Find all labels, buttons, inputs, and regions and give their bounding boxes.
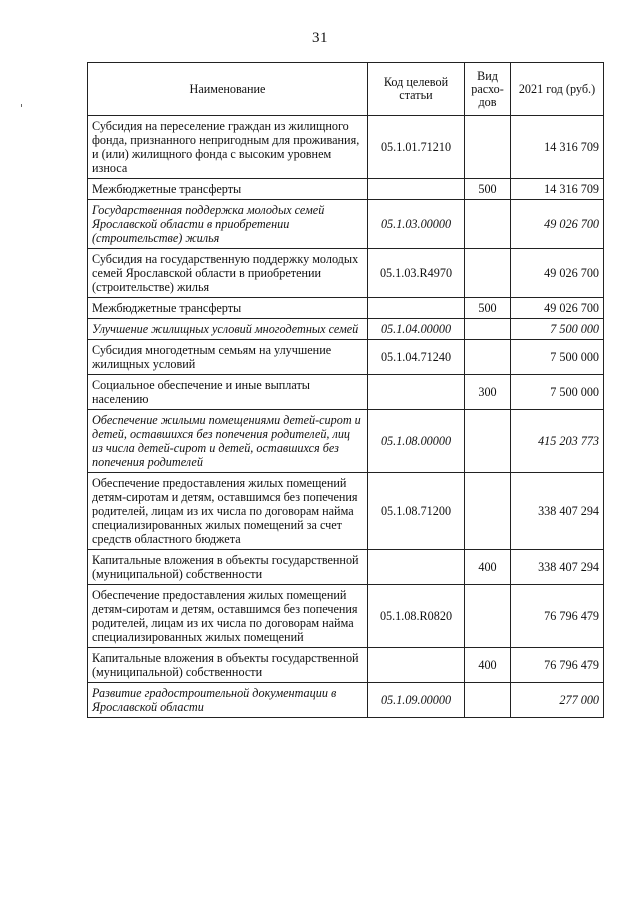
table-row xyxy=(88,375,604,410)
row-name-cell: Капитальные вложения в объекты государственной (муниципальной) собственности xyxy=(88,550,368,585)
row-name-cell: Государственная поддержка молодых семей Ярославской области в приобретении (строительстве) жилья xyxy=(88,200,368,249)
row-type-cell xyxy=(465,473,511,550)
row-code-cell: 05.1.09.00000 xyxy=(368,683,465,718)
row-code-cell: 05.1.03.R4970 xyxy=(368,249,465,298)
table-row xyxy=(88,340,604,375)
row-code-cell: 05.1.04.71240 xyxy=(368,340,465,375)
row-type-cell: 400 xyxy=(465,550,511,585)
row-code-cell xyxy=(368,298,465,319)
row-amount-cell: 49 026 700 xyxy=(511,200,604,249)
row-type-cell xyxy=(465,585,511,648)
row-name-cell: Субсидия на государственную поддержку молодых семей Ярославской области в приобретении (строительстве) жилья xyxy=(88,249,368,298)
row-type-cell xyxy=(465,249,511,298)
row-amount-cell: 14 316 709 xyxy=(511,179,604,200)
row-amount-cell: 49 026 700 xyxy=(511,298,604,319)
row-type-cell xyxy=(465,116,511,179)
table-row xyxy=(88,116,604,179)
header-amount: 2021 год (руб.) xyxy=(511,63,604,116)
row-type-cell xyxy=(465,683,511,718)
row-amount-cell: 7 500 000 xyxy=(511,319,604,340)
table-row xyxy=(88,683,604,718)
row-type-cell xyxy=(465,340,511,375)
row-type-cell: 500 xyxy=(465,298,511,319)
table-row xyxy=(88,179,604,200)
row-type-cell xyxy=(465,410,511,473)
table-row xyxy=(88,319,604,340)
row-code-cell: 05.1.03.00000 xyxy=(368,200,465,249)
row-code-cell xyxy=(368,550,465,585)
row-amount-cell: 7 500 000 xyxy=(511,340,604,375)
table-row xyxy=(88,473,604,550)
header-code: Код целевой статьи xyxy=(368,63,465,116)
row-name-cell: Улучшение жилищных условий многодетных семей xyxy=(88,319,368,340)
row-type-cell xyxy=(465,319,511,340)
row-code-cell: 05.1.01.71210 xyxy=(368,116,465,179)
row-amount-cell: 76 796 479 xyxy=(511,648,604,683)
row-code-cell xyxy=(368,375,465,410)
row-name-cell: Развитие градостроительной документации в Ярославской области xyxy=(88,683,368,718)
row-type-cell xyxy=(465,200,511,249)
header-type: Вид расхо-дов xyxy=(465,63,511,116)
row-name-cell: Межбюджетные трансферты xyxy=(88,298,368,319)
row-name-cell: Обеспечение предоставления жилых помещений детям-сиротам и детям, оставшимся без попечения родителей, лицам из их числа по договорам найма специализированных жилых помещений за счет средств областного бюджета xyxy=(88,473,368,550)
row-code-cell: 05.1.08.71200 xyxy=(368,473,465,550)
table-body xyxy=(88,116,604,718)
table-row xyxy=(88,648,604,683)
row-code-cell xyxy=(368,648,465,683)
row-amount-cell: 415 203 773 xyxy=(511,410,604,473)
row-amount-cell: 338 407 294 xyxy=(511,550,604,585)
row-amount-cell: 277 000 xyxy=(511,683,604,718)
row-amount-cell: 7 500 000 xyxy=(511,375,604,410)
row-type-cell: 300 xyxy=(465,375,511,410)
table-header-row xyxy=(88,63,604,116)
table-row xyxy=(88,200,604,249)
row-type-cell: 400 xyxy=(465,648,511,683)
row-type-cell: 500 xyxy=(465,179,511,200)
row-amount-cell: 76 796 479 xyxy=(511,585,604,648)
table-row xyxy=(88,298,604,319)
row-code-cell: 05.1.08.R0820 xyxy=(368,585,465,648)
row-name-cell: Субсидия на переселение граждан из жилищного фонда, признанного непригодным для проживания, и (или) жилищного фонда с высоким уровнем износа xyxy=(88,116,368,179)
header-name: Наименование xyxy=(88,63,368,116)
row-code-cell: 05.1.08.00000 xyxy=(368,410,465,473)
row-code-cell: 05.1.04.00000 xyxy=(368,319,465,340)
row-code-cell xyxy=(368,179,465,200)
row-amount-cell: 14 316 709 xyxy=(511,116,604,179)
table-row xyxy=(88,410,604,473)
row-name-cell: Социальное обеспечение и иные выплаты населению xyxy=(88,375,368,410)
table-row xyxy=(88,249,604,298)
row-name-cell: Межбюджетные трансферты xyxy=(88,179,368,200)
page-number: 31 xyxy=(312,30,328,46)
row-name-cell: Обеспечение жилыми помещениями детей-сирот и детей, оставшихся без попечения родителей, лиц из числа детей-сирот и детей, оставшихся без попечения родителей xyxy=(88,410,368,473)
row-name-cell: Капитальные вложения в объекты государственной (муниципальной) собственности xyxy=(88,648,368,683)
table-row xyxy=(88,550,604,585)
row-amount-cell: 49 026 700 xyxy=(511,249,604,298)
row-amount-cell: 338 407 294 xyxy=(511,473,604,550)
row-name-cell: Обеспечение предоставления жилых помещений детям-сиротам и детям, оставшимся без попечения родителей, лицам из их числа по договорам найма специализированных жилых помещений xyxy=(88,585,368,648)
table-row xyxy=(88,585,604,648)
budget-table xyxy=(87,62,604,718)
row-name-cell: Субсидия многодетным семьям на улучшение жилищных условий xyxy=(88,340,368,375)
margin-mark xyxy=(21,104,22,107)
